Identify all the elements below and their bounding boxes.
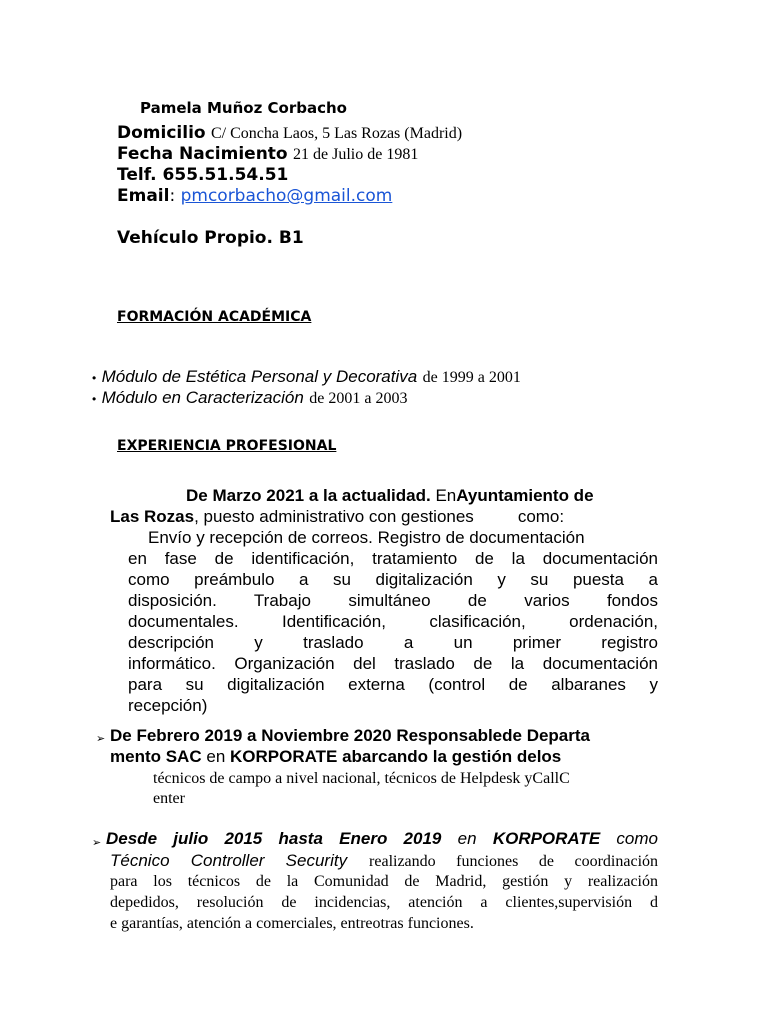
job1-desc-line: Envío y recepción de correos. Registro de documentación [148,528,585,547]
job3-line4: depedidos, resolución de incidencias, atención a clientes,supervisión d [110,894,658,911]
email-link[interactable]: pmcorbacho@gmail.com [180,186,393,206]
job1-employer-cont: Las Rozas [110,507,195,526]
job1-period: De Marzo 2021 a la actualidad. [186,486,431,505]
birth-line [117,144,418,164]
job1-desc-line: como preámbulo a su digitalización y su puesta a [128,570,658,589]
job3-line2 [110,851,658,871]
job3-line3: para los técnicos de la Comunidad de Madrid, gestión y realización [110,873,658,890]
job1-desc-line: descripción y traslado a un primer registro [128,633,658,652]
job2-en: en [206,747,226,766]
job1-desc-line: disposición. Trabajo simultáneo de varios fondos [128,591,658,610]
job1-como: como: [517,507,565,526]
address-line [117,123,462,143]
education-heading: FORMACIÓN ACADÉMICA [117,309,312,325]
job2-line1: De Febrero 2019 a Noviembre 2020 Responsablede Departa [110,726,590,745]
job3-line5: e garantías, atención a comerciales, entreotras funciones. [110,915,474,932]
birth-label: Fecha Nacimiento [117,144,288,164]
arrow-bullet-icon: ➢ [96,732,106,745]
birth-value: 21 de Julio de 1981 [293,146,419,163]
job1-role: , puesto administrativo con gestiones [194,507,474,526]
experience-heading: EXPERIENCIA PROFESIONAL [117,438,337,454]
job3-en: en [457,829,477,848]
job3-role: Técnico Controller Security [110,851,348,870]
address-value: C/ Concha Laos, 5 Las Rozas (Madrid) [210,125,463,142]
applicant-name: Pamela Muñoz Corbacho [140,99,347,117]
job3-role-desc: realizando funciones de coordinación [369,853,659,870]
job1-desc-line: recepción) [128,696,208,715]
job1-employer: Ayuntamiento de [456,486,594,505]
job2-line2 [110,747,561,767]
job1-desc-line: documentales. Identificación, clasificación, ordenación, [128,612,658,631]
job1-desc-line: para su digitalización externa (control de albaranes y [128,675,658,694]
bullet: • [92,392,97,406]
job3-period: Desde julio 2015 hasta Enero 2019 [106,829,442,848]
arrow-bullet-icon: ➢ [92,836,102,849]
vehicle-line: Vehículo Propio. B1 [117,228,304,248]
job2-department: mento SAC [110,747,202,766]
job2-line3: técnicos de campo a nivel nacional, técnicos de Helpdesk yCallC [153,770,570,787]
job2-company: KORPORATE abarcando la gestión delos [230,747,562,766]
job1-desc-line: en fase de identificación, tratamiento de la documentación [128,549,658,568]
address-label: Domicilio [117,123,206,143]
job3-como: como [616,829,658,848]
education-item [92,388,407,408]
job1-desc-line: informático. Organización del traslado de la documentación [128,654,658,673]
bullet: • [92,371,97,385]
education-item-title: Módulo de Estética Personal y Decorativa [101,367,418,386]
education-item [92,367,521,387]
email-line [117,186,392,206]
job3-line1 [106,829,658,849]
education-item-dates: de 1999 a 2001 [422,369,521,386]
education-item-title: Módulo en Caracterización [101,388,304,407]
education-item-dates: de 2001 a 2003 [309,390,408,407]
job1-line1 [186,486,594,506]
email-label: Email [117,186,170,206]
job3-company: KORPORATE [492,829,601,848]
email-separator: : [169,186,176,206]
phone-line: Telf. 655.51.54.51 [117,165,289,185]
job1-en: En [435,486,457,505]
job1-line2 [110,507,564,527]
job2-line4: enter [153,790,185,807]
